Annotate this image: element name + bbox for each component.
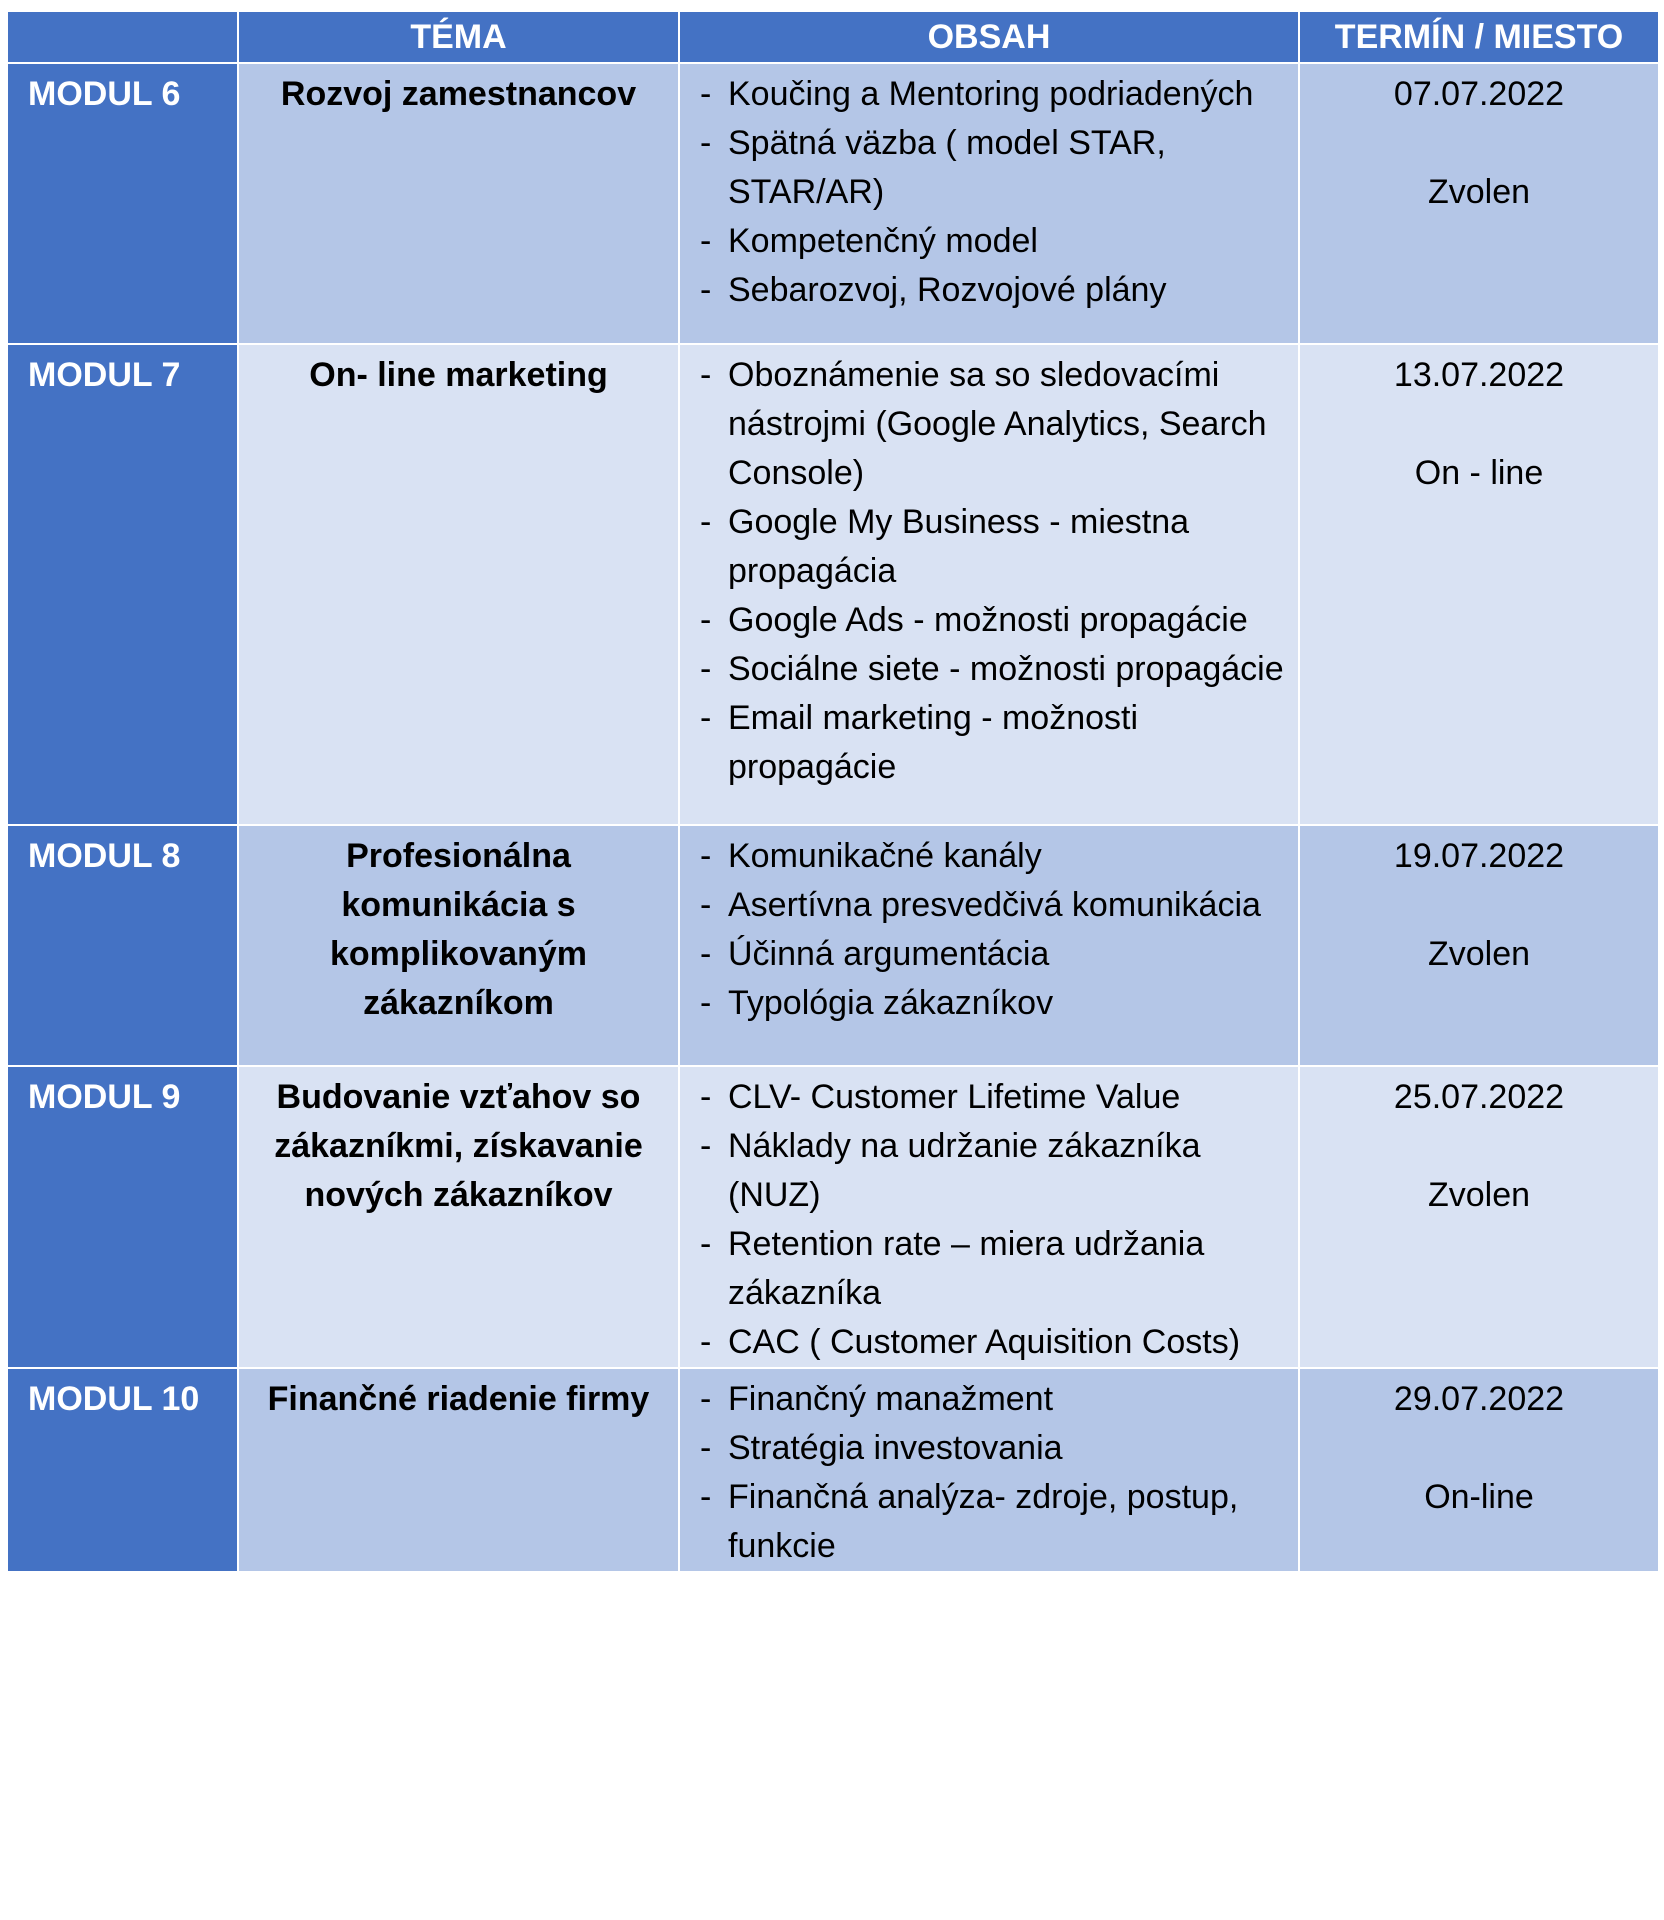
content-cell [679, 1066, 1299, 1368]
table-row [7, 825, 1659, 1066]
header-date-place: TERMÍN / MIESTO [1299, 12, 1659, 63]
list-item: - Komunikačné kanály [700, 832, 1288, 881]
topic-cell [238, 1066, 679, 1368]
module-label: MODUL 8 [7, 825, 238, 1066]
content-cell [679, 63, 1299, 344]
table-row [7, 1368, 1659, 1572]
table-row [7, 63, 1659, 344]
content-list [700, 832, 1288, 1028]
header-content: OBSAH [679, 12, 1299, 63]
place: Zvolen [1427, 1176, 1531, 1214]
list-item: - Koučing a Mentoring podriadených [700, 70, 1288, 119]
table-row [7, 1066, 1659, 1368]
date-place-cell [1299, 344, 1659, 825]
list-item: - CLV- Customer Lifetime Value [700, 1073, 1288, 1122]
date: 19.07.2022 [1393, 837, 1565, 875]
date-place-cell [1299, 825, 1659, 1066]
content-list [700, 1073, 1288, 1367]
list-item: - Sociálne siete - možnosti propagácie [700, 645, 1288, 694]
module-schedule-table [6, 12, 1660, 1573]
table-header-row [7, 12, 1659, 63]
date-place-cell [1299, 1066, 1659, 1368]
list-item: - Google My Business - miestna propagácia [700, 498, 1288, 596]
header-topic: TÉMA [238, 12, 679, 63]
place: On-line [1424, 1478, 1534, 1516]
list-item: - Účinná argumentácia [700, 930, 1288, 979]
topic-text: Profesionálna komunikácia s komplikovaným zákazníkom [330, 837, 587, 1022]
content-cell [679, 344, 1299, 825]
module-label: MODUL 9 [7, 1066, 238, 1368]
list-item: - Google Ads - možnosti propagácie [700, 596, 1288, 645]
date-place-cell [1299, 1368, 1659, 1572]
content-list [700, 1375, 1288, 1571]
list-item: - Náklady na udržanie zákazníka (NUZ) [700, 1122, 1288, 1220]
date-place-cell [1299, 63, 1659, 344]
list-item: - Spätná väzba ( model STAR, STAR/AR) [700, 119, 1288, 217]
topic-cell [238, 63, 679, 344]
list-item: - CAC ( Customer Aquisition Costs) [700, 1318, 1288, 1367]
content-cell [679, 825, 1299, 1066]
list-item: - Finančná analýza- zdroje, postup, funkcie [700, 1473, 1288, 1571]
topic-text: Budovanie vzťahov so zákazníkmi, získavanie nových zákazníkov [274, 1078, 643, 1214]
topic-text: Rozvoj zamestnancov [280, 75, 637, 113]
list-item: - Asertívna presvedčivá komunikácia [700, 881, 1288, 930]
schedule-page [6, 12, 1658, 1573]
list-item: - Kompetenčný model [700, 217, 1288, 266]
place: Zvolen [1427, 173, 1531, 211]
topic-cell [238, 1368, 679, 1572]
list-item: - Oboznámenie sa so sledovacími nástrojmi (Google Analytics, Search Console) [700, 351, 1288, 498]
topic-cell [238, 825, 679, 1066]
topic-text: On- line marketing [309, 356, 608, 394]
date: 13.07.2022 [1393, 356, 1565, 394]
place: On - line [1414, 454, 1544, 492]
list-item: - Finančný manažment [700, 1375, 1288, 1424]
topic-cell [238, 344, 679, 825]
date: 29.07.2022 [1393, 1380, 1565, 1418]
list-item: - Stratégia investovania [700, 1424, 1288, 1473]
table-row [7, 344, 1659, 825]
content-cell [679, 1368, 1299, 1572]
topic-text: Finančné riadenie firmy [267, 1380, 650, 1418]
header-module [7, 12, 238, 63]
content-list [700, 351, 1288, 792]
list-item: - Typológia zákazníkov [700, 979, 1288, 1028]
module-label: MODUL 7 [7, 344, 238, 825]
place: Zvolen [1427, 935, 1531, 973]
module-label: MODUL 10 [7, 1368, 238, 1572]
module-label: MODUL 6 [7, 63, 238, 344]
date: 07.07.2022 [1393, 75, 1565, 113]
list-item: - Retention rate – miera udržania zákazníka [700, 1220, 1288, 1318]
list-item: - Sebarozvoj, Rozvojové plány [700, 266, 1288, 315]
date: 25.07.2022 [1393, 1078, 1565, 1116]
content-list [700, 70, 1288, 315]
list-item: - Email marketing - možnosti propagácie [700, 694, 1288, 792]
